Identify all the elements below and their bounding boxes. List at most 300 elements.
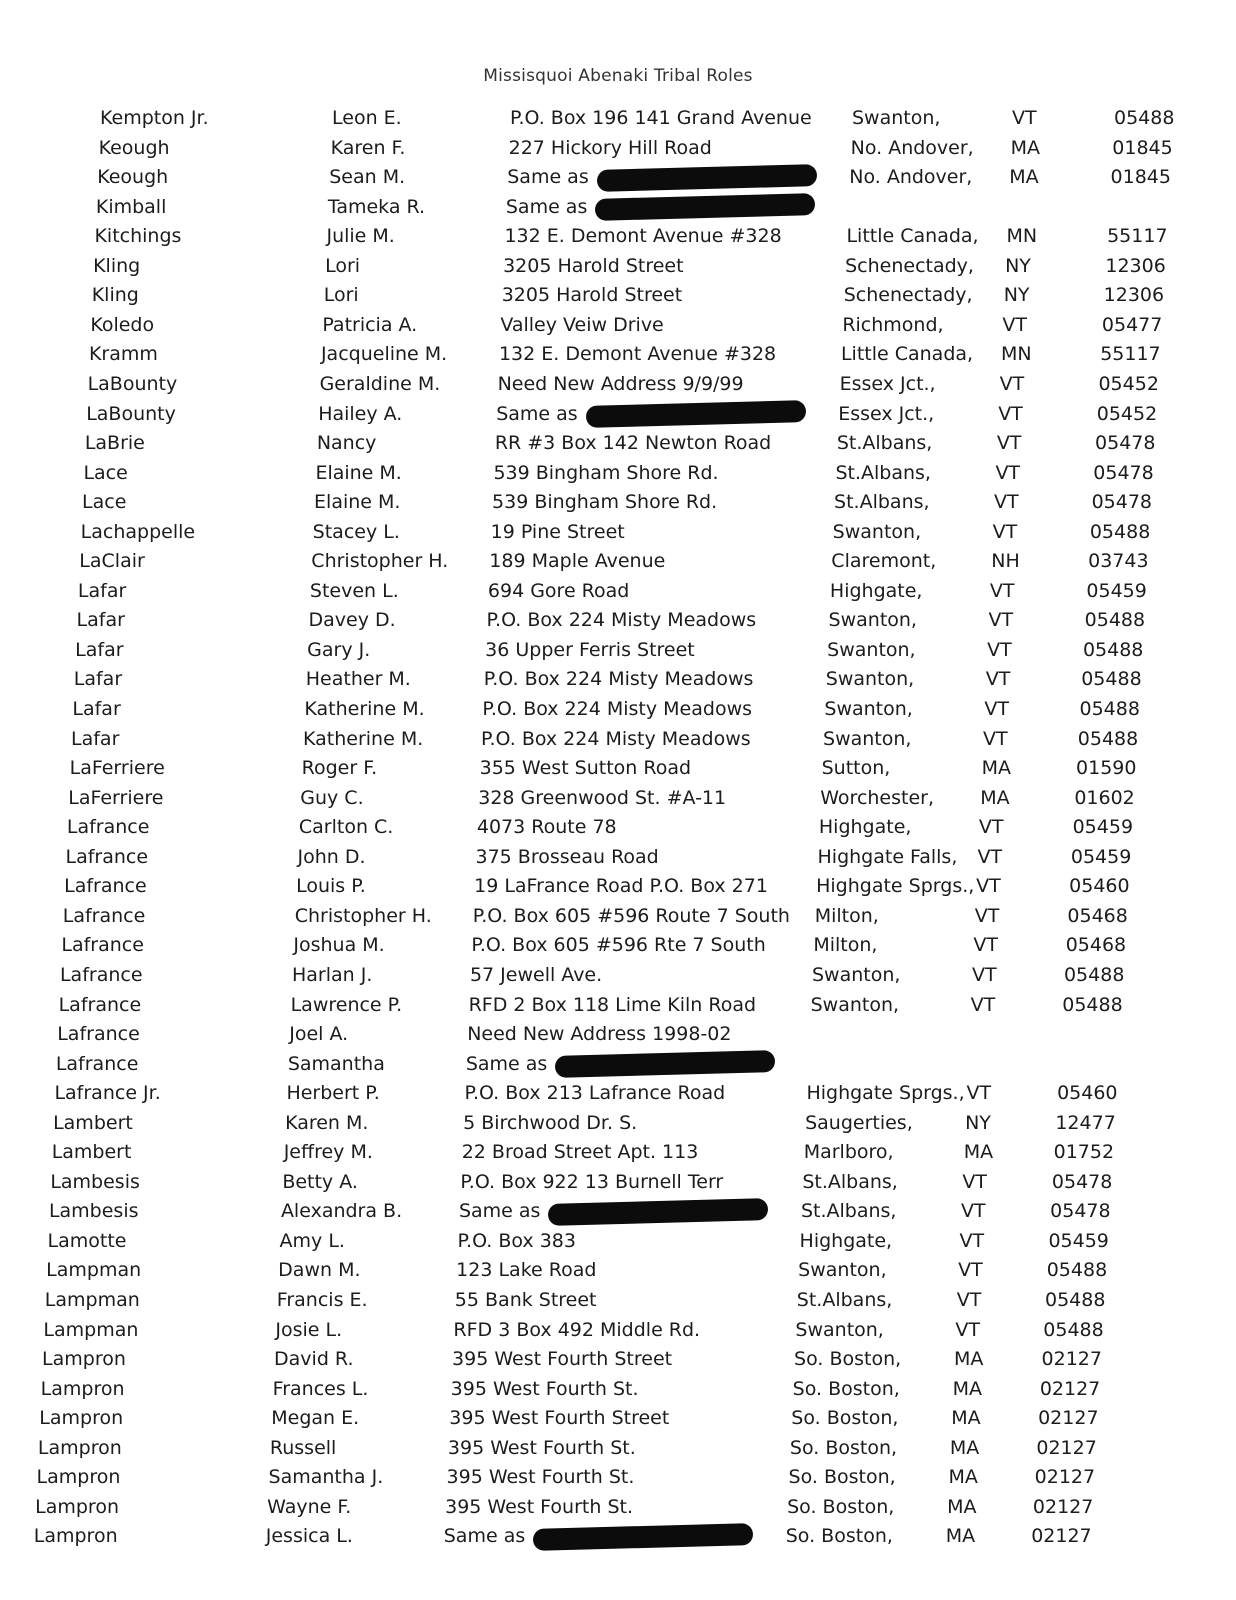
cell-city: So. Boston, [792, 1377, 900, 1400]
cell-surname: Kramm [88, 343, 158, 366]
cell-surname: Lampron [36, 1466, 121, 1489]
cell-address: 395 West Fourth St. [445, 1495, 633, 1518]
cell-surname: Lambesis [48, 1200, 139, 1223]
cell-surname: Kling [93, 254, 141, 277]
roster-row [0, 222, 1236, 250]
cell-address: 132 E. Demont Avenue #328 [498, 343, 777, 366]
cell-address: 132 E. Demont Avenue #328 [504, 225, 782, 248]
cell-surname: LaClair [79, 550, 145, 573]
cell-address: Same as [466, 1050, 775, 1078]
cell-given: Geraldine M. [319, 372, 441, 395]
cell-surname: Keough [98, 136, 170, 159]
roster-row [0, 1079, 1236, 1107]
cell-address: 189 Maple Avenue [489, 550, 666, 573]
cell-state: VT [1002, 313, 1027, 336]
cell-state: VT [959, 1229, 985, 1252]
cell-state: VT [988, 609, 1014, 632]
cell-state: MA [1010, 136, 1040, 159]
cell-state: MA [963, 1141, 994, 1164]
roster-row [0, 370, 1236, 398]
roster-row [0, 163, 1236, 191]
cell-city: Highgate Falls, [817, 845, 958, 868]
cell-address: 4073 Route 78 [476, 816, 617, 839]
cell-given: Russell [269, 1436, 337, 1459]
cell-city: Highgate Sprgs., [816, 875, 975, 898]
cell-city: So. Boston, [787, 1495, 895, 1518]
cell-given: Amy L. [279, 1229, 345, 1252]
roster-row [0, 1463, 1236, 1491]
cell-given: Roger F. [301, 757, 378, 780]
cell-state: VT [999, 372, 1025, 395]
cell-surname: Lafrance [59, 963, 143, 986]
cell-state: MA [945, 1525, 976, 1548]
cell-given: Davey D. [308, 609, 396, 632]
cell-surname: Lambesis [50, 1170, 140, 1193]
roster-row [0, 429, 1236, 457]
cell-state: VT [973, 934, 998, 957]
roster-row [0, 665, 1236, 693]
roster-row [0, 1138, 1236, 1166]
cell-city: Highgate, [799, 1229, 893, 1252]
cell-city: Highgate, [829, 579, 923, 602]
cell-surname: Kempton Jr. [100, 107, 209, 129]
cell-address: RFD 2 Box 118 Lime Kiln Road [468, 993, 757, 1016]
cell-state: NY [1005, 254, 1031, 277]
cell-city: Saugerties, [805, 1111, 913, 1134]
cell-address: Same as [506, 193, 815, 221]
redaction-mark [596, 164, 817, 192]
cell-address: 395 West Fourth St. [446, 1466, 635, 1489]
cell-state: VT [955, 1318, 981, 1341]
cell-surname: Lampman [44, 1289, 140, 1311]
cell-zip: 55117 [1107, 225, 1168, 248]
cell-state: VT [995, 461, 1021, 484]
cell-state: MA [980, 786, 1010, 809]
cell-state: VT [966, 1082, 992, 1105]
cell-zip: 05468 [1067, 904, 1128, 927]
roster-row [0, 754, 1236, 782]
cell-state: VT [978, 816, 1004, 839]
redaction-mark [555, 1050, 776, 1078]
cell-surname: Lamotte [47, 1229, 127, 1252]
cell-zip: 05459 [1086, 579, 1147, 602]
cell-surname: Lafrance Jr. [54, 1082, 161, 1105]
cell-surname: Lafrance [62, 904, 146, 927]
cell-state: NH [991, 550, 1020, 573]
cell-zip: 05460 [1069, 875, 1130, 898]
cell-surname: Lampron [37, 1436, 122, 1459]
roster-row [0, 488, 1236, 516]
cell-zip: 05478 [1051, 1170, 1113, 1193]
cell-zip: 01845 [1112, 136, 1173, 159]
cell-city: Worchester, [820, 786, 935, 809]
roster-row [0, 252, 1236, 280]
cell-city: So. Boston, [794, 1348, 902, 1371]
cell-zip: 05488 [1079, 698, 1140, 720]
cell-surname: Lafar [73, 668, 123, 691]
cell-surname: Lampron [33, 1525, 118, 1548]
cell-state: VT [960, 1200, 986, 1223]
cell-given: Lawrence P. [290, 993, 403, 1016]
cell-surname: Lafar [77, 579, 127, 602]
cell-address: 227 Hickory Hill Road [508, 136, 712, 159]
roster-row [0, 340, 1236, 368]
cell-city: Essex Jct., [838, 402, 935, 425]
cell-city: Highgate, [818, 816, 912, 839]
cell-given: Alexandra B. [280, 1200, 403, 1223]
cell-surname: Lafrance [66, 816, 150, 839]
cell-surname: Lampron [42, 1348, 126, 1371]
cell-zip: 55117 [1100, 343, 1161, 366]
cell-zip: 05468 [1065, 934, 1127, 957]
cell-zip: 02127 [1038, 1407, 1099, 1430]
cell-given: Katherine M. [304, 698, 425, 720]
roster-row [0, 872, 1236, 900]
cell-given: Christopher H. [311, 550, 449, 573]
cell-zip: 05488 [1046, 1259, 1108, 1282]
cell-given: Joshua M. [293, 934, 385, 957]
cell-given: Elaine M. [315, 461, 402, 484]
cell-zip: 05459 [1070, 845, 1132, 868]
cell-state: MA [981, 757, 1012, 780]
cell-state: VT [984, 698, 1009, 720]
redaction-mark [548, 1198, 769, 1226]
cell-address: Valley Veiw Drive [500, 313, 664, 336]
cell-city: No. Andover, [850, 136, 974, 159]
cell-address: 55 Bank Street [454, 1289, 597, 1311]
cell-given: David R. [274, 1348, 354, 1371]
cell-given: Elaine M. [314, 491, 401, 514]
cell-zip: 02127 [1034, 1466, 1096, 1489]
cell-zip: 05488 [1043, 1318, 1104, 1341]
cell-given: Wayne F. [267, 1495, 352, 1518]
cell-state: MN [1000, 343, 1032, 366]
cell-given: Joel A. [289, 1023, 349, 1046]
cell-surname: Koledo [90, 313, 155, 336]
cell-city: St.Albans, [800, 1200, 897, 1223]
cell-city: Richmond, [842, 313, 944, 336]
cell-address: 395 West Fourth Street [449, 1407, 670, 1430]
cell-address: 355 West Sutton Road [479, 757, 692, 780]
cell-state: VT [977, 845, 1003, 868]
roster-row [0, 1375, 1236, 1403]
cell-zip: 02127 [1036, 1436, 1097, 1459]
cell-state: VT [987, 638, 1012, 661]
cell-address: 694 Gore Road [487, 579, 630, 602]
cell-given: Betty A. [282, 1170, 358, 1193]
cell-surname: Lafar [76, 609, 125, 632]
cell-zip: 02127 [1031, 1525, 1092, 1548]
cell-city: St.Albans, [836, 432, 933, 455]
cell-city: Swanton, [828, 609, 917, 632]
cell-city: Swanton, [825, 668, 915, 691]
cell-address: RR #3 Box 142 Newton Road [494, 432, 772, 455]
cell-given: Guy C. [300, 786, 364, 809]
cell-state: MA [1009, 166, 1039, 189]
roster-row [0, 1050, 1236, 1078]
cell-given: Patricia A. [322, 313, 418, 336]
cell-city: Swanton, [827, 638, 916, 661]
cell-zip: 05488 [1062, 993, 1123, 1016]
cell-state: VT [994, 491, 1019, 514]
cell-city: St.Albans, [834, 491, 930, 514]
cell-surname: Lafrance [58, 993, 142, 1016]
cell-given: Samantha J. [268, 1466, 384, 1489]
roster-row [0, 606, 1236, 634]
roster-row [0, 577, 1236, 605]
cell-zip: 03743 [1088, 550, 1149, 573]
cell-given: Leon E. [332, 107, 402, 129]
cell-address: P.O. Box 196 141 Grand Avenue [510, 107, 812, 129]
cell-state: MN [1006, 225, 1038, 248]
cell-given: Frances L. [272, 1377, 369, 1400]
cell-state: VT [998, 402, 1023, 425]
cell-city: No. Andover, [849, 166, 973, 189]
cell-city: Milton, [814, 904, 879, 927]
cell-address: P.O. Box 922 13 Burnell Terr [460, 1170, 724, 1193]
cell-surname: LaBounty [86, 402, 176, 425]
cell-surname: Lafrance [55, 1052, 139, 1075]
cell-zip: 05488 [1045, 1289, 1106, 1311]
cell-address: 375 Brosseau Road [475, 845, 659, 868]
cell-given: Stacey L. [312, 520, 400, 543]
cell-city: Swanton, [810, 993, 900, 1016]
cell-city: Highgate Sprgs., [806, 1082, 965, 1105]
cell-given: Megan E. [271, 1407, 360, 1430]
cell-zip: 01752 [1053, 1141, 1115, 1164]
cell-surname: Kling [91, 284, 139, 307]
cell-surname: LaFerriere [68, 786, 164, 809]
cell-address: 22 Broad Street Apt. 113 [461, 1141, 699, 1164]
cell-given: Carlton C. [298, 816, 394, 839]
cell-surname: Lafrance [64, 875, 147, 898]
cell-given: Julie M. [326, 225, 395, 248]
cell-state: VT [962, 1170, 987, 1193]
cell-given: Christopher H. [294, 904, 432, 927]
cell-address: P.O. Box 224 Misty Meadows [481, 727, 751, 750]
cell-zip: 05478 [1093, 461, 1154, 484]
roster-row [0, 281, 1236, 309]
cell-surname: Lampman [46, 1259, 142, 1282]
cell-given: Gary J. [307, 638, 371, 661]
cell-address: 123 Lake Road [456, 1259, 597, 1282]
cell-city: Swanton, [798, 1259, 887, 1282]
roster-row [0, 1256, 1236, 1284]
cell-city: Claremont, [831, 550, 937, 573]
cell-city: St.Albans, [796, 1289, 893, 1311]
cell-given: Herbert P. [286, 1082, 380, 1105]
redaction-mark [595, 193, 816, 221]
cell-surname: Lafrance [65, 845, 149, 868]
cell-address: Same as [496, 400, 805, 428]
cell-address: Need New Address 1998-02 [467, 1023, 732, 1046]
cell-state: VT [974, 904, 1000, 927]
cell-address: RFD 3 Box 492 Middle Rd. [453, 1318, 701, 1341]
cell-zip: 05488 [1077, 727, 1139, 750]
roster-row [0, 1020, 1236, 1048]
cell-address: 539 Bingham Shore Rd. [492, 491, 718, 514]
roster-row [0, 311, 1236, 339]
cell-city: So. Boston, [789, 1436, 898, 1459]
cell-city: Marlboro, [803, 1141, 894, 1164]
roster-row [0, 1522, 1236, 1550]
cell-surname: Lambert [53, 1111, 133, 1134]
cell-zip: 05452 [1098, 372, 1159, 395]
roster-row [0, 902, 1236, 930]
cell-state: MA [948, 1466, 978, 1489]
cell-address: P.O. Box 224 Misty Meadows [486, 609, 757, 632]
cell-surname: Keough [97, 166, 169, 189]
cell-address: P.O. Box 213 Lafrance Road [464, 1082, 726, 1105]
cell-given: Heather M. [305, 668, 411, 691]
roster-row [0, 1404, 1236, 1432]
cell-city: So. Boston, [788, 1466, 896, 1489]
cell-surname: Lafar [71, 727, 120, 750]
cell-given: Steven L. [309, 579, 399, 602]
cell-zip: 01845 [1110, 166, 1171, 189]
cell-address: 57 Jewell Ave. [469, 963, 603, 986]
cell-address: 19 LaFrance Road P.O. Box 271 [474, 875, 768, 898]
roster-row [0, 636, 1236, 664]
roster-row [0, 1109, 1236, 1137]
cell-city: Schenectady, [845, 254, 974, 277]
cell-surname: Kitchings [94, 225, 182, 248]
roster-row [0, 104, 1236, 132]
cell-given: Nancy [316, 432, 377, 455]
roster-row [0, 784, 1236, 812]
cell-zip: 01602 [1074, 786, 1135, 809]
cell-city: Swanton, [824, 698, 913, 720]
cell-state: VT [970, 993, 996, 1016]
cell-zip: 05478 [1095, 432, 1156, 455]
cell-zip: 05460 [1057, 1082, 1118, 1105]
cell-zip: 05488 [1081, 668, 1142, 691]
redaction-mark [533, 1523, 754, 1551]
cell-given: Josie L. [275, 1318, 343, 1341]
cell-zip: 05488 [1084, 609, 1146, 632]
cell-city: Swanton, [852, 107, 941, 129]
cell-state: VT [983, 727, 1008, 750]
roster-row [0, 931, 1236, 959]
roster-row [0, 518, 1236, 546]
cell-given: Jessica L. [265, 1525, 353, 1548]
cell-city: Swanton, [795, 1318, 884, 1341]
cell-given: Jacqueline M. [320, 343, 448, 366]
cell-city: So. Boston, [791, 1407, 899, 1430]
redaction-mark [585, 400, 806, 428]
cell-given: Lori [325, 254, 361, 277]
roster-row [0, 1345, 1236, 1373]
cell-city: Swanton, [811, 963, 901, 986]
cell-state: MA [947, 1495, 977, 1518]
cell-state: NY [1003, 284, 1030, 307]
cell-city: St.Albans, [835, 461, 931, 484]
cell-address: P.O. Box 224 Misty Meadows [483, 668, 754, 691]
roster-row [0, 843, 1236, 871]
cell-state: MA [949, 1436, 980, 1459]
roster-row [0, 695, 1236, 723]
cell-city: Little Canada, [840, 343, 974, 366]
cell-given: Harlan J. [291, 963, 373, 986]
cell-given: Lori [323, 284, 359, 307]
cell-zip: 01590 [1076, 757, 1137, 780]
cell-given: Louis P. [296, 875, 366, 898]
cell-address: 395 West Fourth St. [447, 1436, 636, 1459]
cell-given: John D. [297, 845, 366, 868]
cell-given: Karen M. [285, 1111, 369, 1134]
roster-row [0, 1434, 1236, 1462]
cell-address: Same as [444, 1522, 753, 1550]
cell-surname: Lachappelle [80, 520, 196, 543]
cell-state: VT [992, 520, 1018, 543]
cell-surname: Lambert [51, 1141, 132, 1164]
cell-city: Little Canada, [846, 225, 979, 248]
cell-address: 19 Pine Street [490, 520, 625, 543]
cell-surname: Kimball [95, 195, 167, 218]
cell-zip: 05477 [1101, 313, 1163, 336]
cell-given: Francis E. [276, 1289, 368, 1311]
cell-given: Samantha [287, 1052, 385, 1075]
cell-state: VT [1012, 107, 1037, 129]
cell-zip: 02127 [1039, 1377, 1101, 1400]
roster-row [0, 1197, 1236, 1225]
cell-state: VT [985, 668, 1011, 691]
roster-row [0, 991, 1236, 1019]
cell-given: Tameka R. [327, 195, 426, 218]
cell-zip: 02127 [1041, 1348, 1102, 1371]
cell-city: St.Albans, [802, 1170, 898, 1193]
cell-state: VT [989, 579, 1015, 602]
cell-zip: 12306 [1103, 284, 1165, 307]
cell-address: 328 Greenwood St. #A-11 [478, 786, 727, 809]
cell-address: 539 Bingham Shore Rd. [493, 461, 719, 484]
roster-row [0, 961, 1236, 989]
cell-surname: Lafar [72, 698, 121, 720]
cell-address: P.O. Box 605 #596 Route 7 South [472, 904, 790, 927]
cell-address: 3205 Harold Street [501, 284, 683, 307]
cell-state: VT [971, 963, 997, 986]
cell-state: MA [952, 1377, 983, 1400]
cell-state: MA [954, 1348, 984, 1371]
cell-state: MA [951, 1407, 981, 1430]
cell-state: VT [976, 875, 1001, 898]
cell-given: Karen F. [330, 136, 406, 159]
cell-surname: Lampman [43, 1318, 139, 1341]
cell-zip: 05478 [1091, 491, 1153, 514]
roster-row [0, 134, 1236, 162]
cell-city: Essex Jct., [839, 372, 936, 395]
cell-address: 36 Upper Ferris Street [485, 638, 695, 661]
cell-city: Swanton, [832, 520, 922, 543]
cell-surname: Lace [83, 461, 128, 484]
cell-surname: Lafar [75, 638, 124, 661]
cell-zip: 05488 [1063, 963, 1125, 986]
cell-address: Same as [507, 163, 816, 191]
cell-address: P.O. Box 224 Misty Meadows [482, 698, 753, 720]
cell-address: 5 Birchwood Dr. S. [463, 1111, 638, 1134]
roster-row [0, 1168, 1236, 1196]
cell-state: NY [965, 1111, 991, 1134]
roster-row [0, 1227, 1236, 1255]
cell-surname: LaBounty [87, 372, 178, 395]
cell-address: Need New Address 9/9/99 [497, 372, 744, 395]
cell-city: So. Boston, [785, 1525, 893, 1548]
cell-given: Hailey A. [318, 402, 403, 425]
roster-row [0, 400, 1236, 428]
cell-address: 3205 Harold Street [503, 254, 684, 277]
cell-zip: 05488 [1114, 107, 1175, 129]
cell-given: Katherine M. [303, 727, 424, 750]
